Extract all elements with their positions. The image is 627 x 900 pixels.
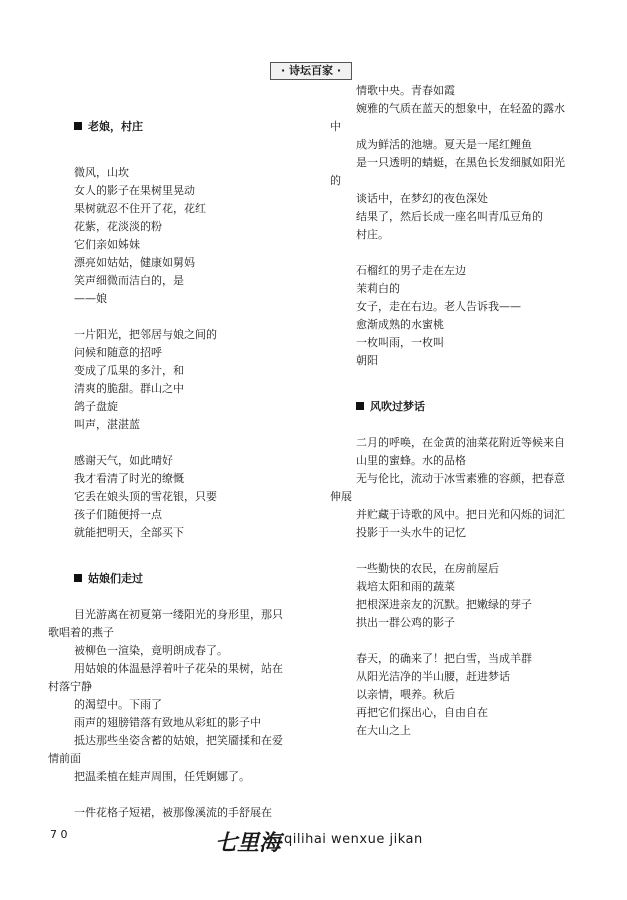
left-column xyxy=(48,118,308,822)
poem-line: 在大山之上 xyxy=(356,724,411,737)
poem-line: 春天，的确来了！把白雪，当成羊群 xyxy=(356,652,532,665)
poem-line: 笑声细微而洁白的，是 xyxy=(74,274,184,287)
magazine-logo: 七里海 xyxy=(215,830,282,856)
poem-line: 一片阳光，把邻居与娘之间的 xyxy=(74,328,217,341)
poem-line: 是一只透明的蜻蜓，在黑色长发细腻如阳光 xyxy=(356,156,565,169)
poem-laoniang xyxy=(48,164,308,542)
poem-line: 一件花格子短裙，被那像溪流的手舒展在 xyxy=(74,806,272,819)
poem-line: 微风，山坎 xyxy=(74,166,129,179)
poem-line: 就能把明天，全部买下 xyxy=(74,526,184,539)
poem-line: 情前面 xyxy=(48,752,81,765)
square-bullet-icon xyxy=(74,122,82,130)
poem-line: 叫声，湛湛蓝 xyxy=(74,418,140,431)
poem-line: 愈渐成熟的水蜜桃 xyxy=(356,318,444,331)
poem-line: 女人的影子在果树里晃动 xyxy=(74,184,195,197)
poem-line: 的渴望中。下雨了 xyxy=(74,698,162,711)
poem-line: 栽培太阳和雨的蔬菜 xyxy=(356,580,455,593)
poem-line: 果树就忍不住开了花，花红 xyxy=(74,202,206,215)
poem-line: 结果了，然后长成一座名叫青瓜豆角的 xyxy=(356,210,543,223)
poem-line: 村落宁静 xyxy=(48,680,92,693)
poem-title-guniang: 姑娘们走过 xyxy=(48,570,308,588)
poem-line: 变成了瓜果的多汁，和 xyxy=(74,364,184,377)
poem-line: 花紫，花淡淡的粉 xyxy=(74,220,162,233)
poem-title-fengchui: 风吹过梦话 xyxy=(330,398,590,416)
poem-line: 情歌中央。青春如霞 xyxy=(356,84,455,97)
poem-line: 它丢在娘头顶的雪花银，只要 xyxy=(74,490,217,503)
poem-line: 的 xyxy=(330,174,341,187)
magazine-name-pinyin: qilihai wenxue jikan xyxy=(284,832,423,847)
poem-guniang-continued xyxy=(330,82,590,370)
section-header: · 诗坛百家 · xyxy=(270,62,352,80)
poem-title-laoniang: 老娘，村庄 xyxy=(48,118,308,136)
poem-line: 投影于一头水牛的记忆 xyxy=(356,526,466,539)
poem-line: 把温柔植在蛙声周围，任凭婀娜了。 xyxy=(74,770,250,783)
poem-line: 婉雅的气质在蓝天的想象中，在轻盈的露水 xyxy=(356,102,565,115)
poem-line: 鸽子盘旋 xyxy=(74,400,118,413)
poem-line: 用姑娘的体温悬浮着叶子花朵的果树，站在 xyxy=(74,662,283,675)
poem-line: 一枚叫雨，一枚叫 xyxy=(356,336,444,349)
poem-line: 石榴红的男子走在左边 xyxy=(356,264,466,277)
poem-line: 抵达那些坐姿含蓄的姑娘，把笑靥揉和在爱 xyxy=(74,734,283,747)
poem-line: 并贮藏于诗歌的风中。把日光和闪烁的词汇 xyxy=(356,508,565,521)
poem-line: 感谢天气，如此晴好 xyxy=(74,454,173,467)
poem-line: 它们亲如姊妹 xyxy=(74,238,140,251)
poem-line: 朝阳 xyxy=(356,354,378,367)
poem-line: 目光游离在初夏第一缕阳光的身形里，那只 xyxy=(74,608,283,621)
poem-line: ——娘 xyxy=(74,292,107,305)
poem-line: 山里的蜜蜂。水的品格 xyxy=(356,454,466,467)
poem-line: 歌唱着的燕子 xyxy=(48,626,114,639)
poem-line: 拱出一群公鸡的影子 xyxy=(356,616,455,629)
poem-fengchui xyxy=(330,434,590,740)
poem-line: 我才看清了时光的缭慨 xyxy=(74,472,184,485)
poem-line: 成为鲜活的池塘。夏天是一尾红鲤鱼 xyxy=(356,138,532,151)
poem-line: 茉莉白的 xyxy=(356,282,400,295)
square-bullet-icon xyxy=(356,402,364,410)
square-bullet-icon xyxy=(74,574,82,582)
page-number: 7 0 xyxy=(50,828,68,841)
poem-line: 问候和随意的招呼 xyxy=(74,346,162,359)
poem-line: 谈话中，在梦幻的夜色深处 xyxy=(356,192,488,205)
right-column xyxy=(330,82,590,740)
poem-line: 伸展 xyxy=(330,490,352,503)
poem-line: 以亲情，喂养。秋后 xyxy=(356,688,455,701)
poem-line: 二月的呼唤，在金黄的油菜花附近等候来自 xyxy=(356,436,565,449)
poem-line: 雨声的翅膀错落有致地从彩虹的影子中 xyxy=(74,716,261,729)
poem-line: 再把它们探出心，自由自在 xyxy=(356,706,488,719)
poem-line: 孩子们随便捋一点 xyxy=(74,508,162,521)
poem-line: 中 xyxy=(330,120,341,133)
poem-line: 被柳色一渲染，竟明朗成春了。 xyxy=(74,644,228,657)
poem-line: 漂亮如姑姑，健康如舅妈 xyxy=(74,256,195,269)
poem-line: 村庄。 xyxy=(356,228,389,241)
poem-line: 从阳光洁净的半山腰，赶进梦话 xyxy=(356,670,510,683)
poem-line: 一些勤快的农民，在房前屋后 xyxy=(356,562,499,575)
poem-guniang xyxy=(48,606,308,822)
poem-line: 清爽的脆甜。群山之中 xyxy=(74,382,184,395)
poem-line: 无与伦比，流动于冰雪素雅的容颜，把春意 xyxy=(356,472,565,485)
poem-line: 女子，走在右边。老人告诉我—— xyxy=(356,300,521,313)
poem-line: 把根深进亲友的沉默。把嫩绿的芽子 xyxy=(356,598,532,611)
